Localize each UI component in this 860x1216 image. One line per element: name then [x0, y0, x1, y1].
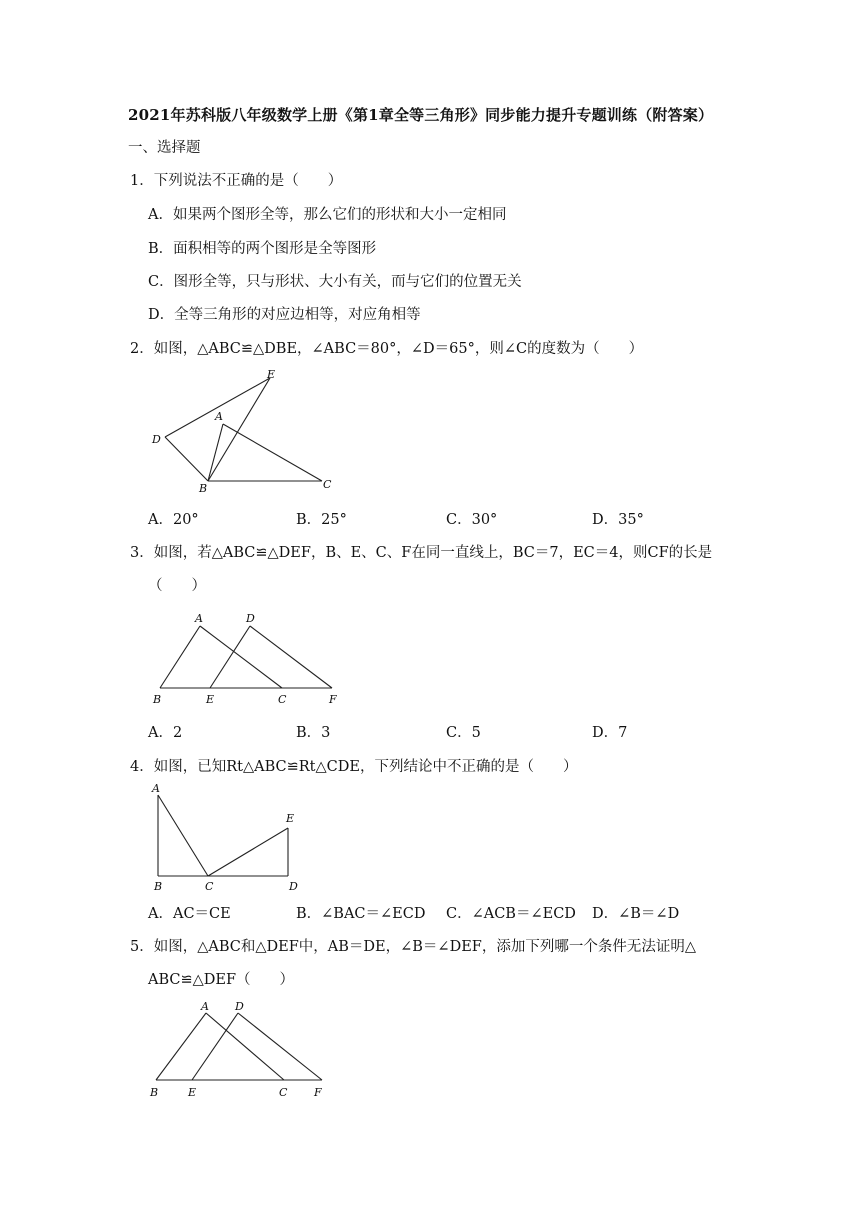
question-2-option-c: C．30° — [446, 512, 498, 528]
label-a: A — [215, 410, 223, 423]
question-1-option-a: A．如果两个图形全等，那么它们的形状和大小一定相同 — [148, 207, 507, 223]
segment-ac — [158, 795, 208, 876]
segment-de — [165, 378, 270, 437]
question-4-option-a: A．AC＝CE — [148, 906, 231, 922]
question-2-option-a: A．20° — [148, 512, 199, 528]
document-title: 2021年苏科版八年级数学上册《第1章全等三角形》同步能力提升专题训练（附答案） — [128, 106, 714, 124]
question-3-stem-continued: （ ） — [148, 578, 206, 594]
label-c: C — [323, 478, 332, 491]
segment-db — [165, 437, 208, 481]
label-c: C — [278, 693, 287, 706]
label-e: E — [206, 693, 215, 706]
question-2-figure — [150, 368, 350, 498]
label-b: B — [153, 693, 162, 706]
question-5-figure — [146, 998, 346, 1108]
label-c: C — [279, 1086, 288, 1099]
label-e: E — [267, 368, 276, 381]
label-d: D — [152, 433, 161, 446]
label-b: B — [150, 1086, 159, 1099]
segment-ce — [208, 828, 288, 876]
question-3-option-c: C．5 — [446, 725, 481, 741]
label-d: D — [246, 612, 255, 625]
label-b: B — [154, 880, 163, 893]
segment-ed — [210, 626, 250, 688]
question-4-figure — [148, 780, 318, 895]
question-4-option-b: B．∠BAC＝∠ECD — [296, 906, 426, 922]
segment-ac — [200, 626, 282, 688]
question-5-stem-continued: ABC≌△DEF（ ） — [148, 972, 295, 988]
label-a: A — [201, 1000, 209, 1013]
label-d: D — [289, 880, 298, 893]
label-c: C — [205, 880, 214, 893]
question-3-option-b: B．3 — [296, 725, 331, 741]
label-a: A — [152, 782, 160, 795]
question-2-stem: 2．如图，△ABC≌△DBE，∠ABC＝80°，∠D＝65°，则∠C的度数为（ ） — [130, 341, 644, 357]
question-1-option-c: C．图形全等，只与形状、大小有关，而与它们的位置无关 — [148, 274, 522, 290]
question-4-option-c: C．∠ACB＝∠ECD — [446, 906, 576, 922]
label-e: E — [286, 812, 295, 825]
label-b: B — [199, 482, 208, 495]
question-3-stem: 3．如图，若△ABC≌△DEF，B、E、C、F在同一直线上，BC＝7，EC＝4，则CF的长是 — [130, 545, 713, 561]
question-1-option-d: D．全等三角形的对应边相等，对应角相等 — [148, 307, 421, 323]
question-1-stem: 1．下列说法不正确的是（ ） — [130, 173, 343, 189]
section-heading: 一、选择题 — [128, 140, 201, 156]
question-1-option-b: B．面积相等的两个图形是全等图形 — [148, 241, 377, 257]
label-e: E — [188, 1086, 197, 1099]
label-d: D — [235, 1000, 244, 1013]
segment-df — [238, 1013, 322, 1080]
question-4-option-d: D．∠B＝∠D — [592, 906, 680, 922]
question-2-option-b: B．25° — [296, 512, 347, 528]
label-f: F — [314, 1086, 322, 1099]
question-3-option-a: A．2 — [148, 725, 183, 741]
question-5-stem: 5．如图，△ABC和△DEF中，AB＝DE，∠B＝∠DEF，添加下列哪一个条件无法证明△ — [130, 939, 697, 955]
segment-ba — [160, 626, 200, 688]
question-3-option-d: D．7 — [592, 725, 628, 741]
segment-be — [208, 378, 270, 481]
question-4-stem: 4．如图，已知Rt△ABC≌Rt△CDE，下列结论中不正确的是（ ） — [130, 759, 578, 775]
segment-ac — [206, 1013, 284, 1080]
segment-ba — [208, 424, 223, 481]
segment-df — [250, 626, 332, 688]
segment-ac — [223, 424, 322, 481]
label-f: F — [329, 693, 337, 706]
question-2-option-d: D．35° — [592, 512, 644, 528]
label-a: A — [195, 612, 203, 625]
question-3-figure — [150, 608, 350, 708]
